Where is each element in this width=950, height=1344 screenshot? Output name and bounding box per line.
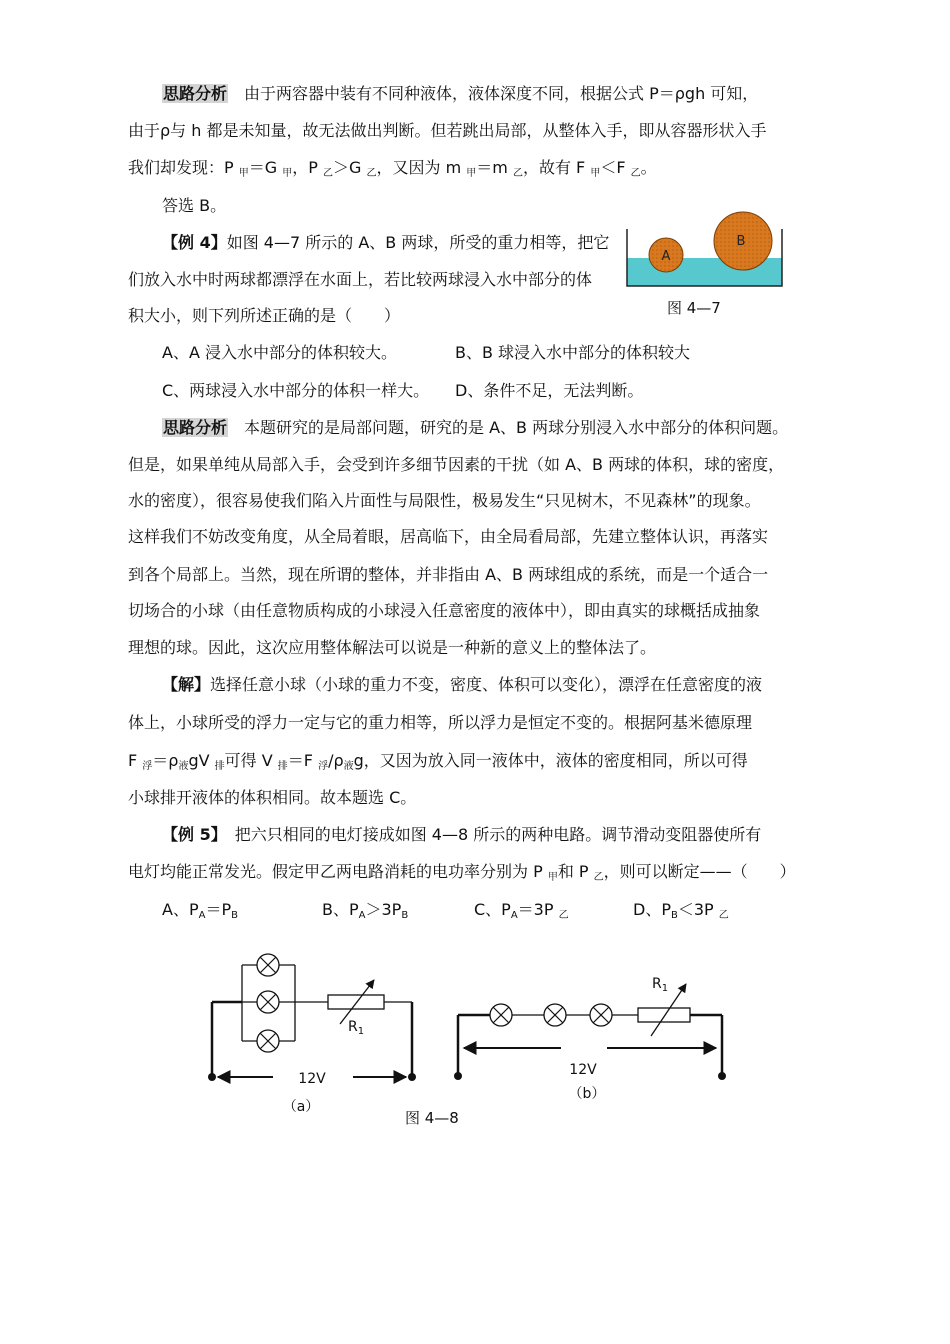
option-4a: A、A 浸入水中部分的体积较大。 [162,343,397,362]
option-5c: C、$P_A=3P$ $_乙$ [474,900,569,921]
terminal-a-right [408,1073,416,1081]
analysis2-line-1: 思路分析 本题研究的是局部问题，研究的是 A、B 两球分别浸入水中部分的体积问题。 [163,418,789,437]
analysis2-line-7: 理想的球。因此，这次应用整体解法可以说是一种新的意义上的整体法了。 [128,638,657,657]
terminal-a-left [208,1073,216,1081]
lamp-b2 [544,1004,566,1026]
analysis-line-3: 我们却发现：P $_甲$＝G $_甲$，P $_乙$＞G $_乙$，又因为 m $_甲$＝m $_乙$，故有 F $_甲$＜F $_乙$。 [128,158,657,179]
analysis-line-2: 由于ρ与 h 都是未知量，故无法做出判断。但若跳出局部，从整体入手，即从容器形状入手 [128,121,767,140]
rheostat-a-label: $R_1$ [348,1019,365,1037]
lamp-a3 [257,1030,279,1052]
figure-4-8-caption: 图 4—8 [405,1109,459,1127]
figure-4-7 [620,205,790,295]
analysis2-line-5: 到各个局部上。当然，现在所谓的整体，并非指由 A、B 两球组成的系统，而是一个适合一 [128,565,769,584]
solution-line-4: 小球排开液体的体积相同。故本题选 C。 [128,788,417,807]
terminal-b-right [718,1072,726,1080]
option-5a: A、$P_A=P_B$ [162,900,238,921]
option-4c: C、两球浸入水中部分的体积一样大。 [162,381,430,400]
voltage-a: 12V [298,1071,326,1087]
analysis2-line-2: 但是，如果单纯从局部入手，会受到许多细节因素的干扰（如 A、B 两球的体积，球的密度， [128,455,785,474]
example5-line-1: 【例 5】 把六只相同的电灯接成如图 4—8 所示的两种电路。调节滑动变阻器使所有 [162,825,762,844]
solution-line-2: 体上，小球所受的浮力一定与它的重力相等，所以浮力是恒定不变的。根据阿基米德原理 [128,713,753,732]
ball-b-label: B [736,234,746,249]
lamp-a1 [257,954,279,976]
circuit-a [208,954,416,1115]
ball-a-label: A [661,249,671,264]
example4-line-1: 【例 4】如图 4—7 所示的 A、B 两球，所受的重力相等，把它 [162,233,610,252]
label-a: （a） [282,1099,320,1115]
figure-4-8 [0,940,950,1140]
analysis2-tag: 思路分析 [163,418,228,437]
analysis-tag: 思路分析 [163,84,228,103]
analysis2-line-4: 这样我们不妨改变角度，从全局着眼，居高临下，由全局看局部，先建立整体认识，再落实 [128,527,769,546]
label-b: （b） [568,1086,606,1102]
option-5d: D、$P_B<3P$ $_乙$ [633,900,729,921]
voltage-b: 12V [569,1062,597,1078]
analysis-line-1: 思路分析 由于两容器中装有不同种液体，液体深度不同，根据公式 P＝ρgh 可知， [163,84,759,103]
option-4b: B、B 球浸入水中部分的体积较大 [455,343,691,362]
option-4d: D、条件不足，无法判断。 [455,381,644,400]
example4-line-3: 积大小，则下列所述正确的是（ ） [128,306,401,325]
circuit-b [454,976,726,1102]
lamp-b1 [490,1004,512,1026]
option-5b: B、$P_A>3P_B$ [322,900,409,921]
example5-line-2: 电灯均能正常发光。假定甲乙两电路消耗的电功率分别为 P $_甲$和 P $_乙$，则可以断定——（ ） [128,862,796,883]
analysis2-line-3: 水的密度），很容易使我们陷入片面性与局限性，极易发生“只见树木，不见森林”的现象。 [128,491,761,510]
answer-line: 答选 B。 [162,196,227,215]
solution-line-1: 【解】选择任意小球（小球的重力不变，密度、体积可以变化），漂浮在任意密度的液 [162,675,763,694]
rheostat-b [638,1008,690,1022]
example4-tag: 【例 4】 [162,233,227,252]
rheostat-a [328,995,384,1009]
example4-line-2: 们放入水中时两球都漂浮在水面上，若比较两球浸入水中部分的体 [128,270,593,289]
example5-tag: 【例 5】 [162,825,219,844]
terminal-b-left [454,1072,462,1080]
figure-4-7-caption: 图 4—7 [667,299,721,317]
solution-tag: 【解】 [162,675,211,694]
solution-line-3: F $_浮=\rho_液gV$ $_排$可得 V $_排$＝F $_浮/\rho_液g$，又因为放入同一液体中，液体的密度相同，所以可得 [128,751,748,772]
analysis2-line-6: 切场合的小球（由任意物质构成的小球浸入任意密度的液体中），即由真实的球概括成抽象 [128,601,761,620]
lamp-b3 [590,1004,612,1026]
rheostat-b-label: $R_1$ [652,976,669,994]
lamp-a2 [257,991,279,1013]
